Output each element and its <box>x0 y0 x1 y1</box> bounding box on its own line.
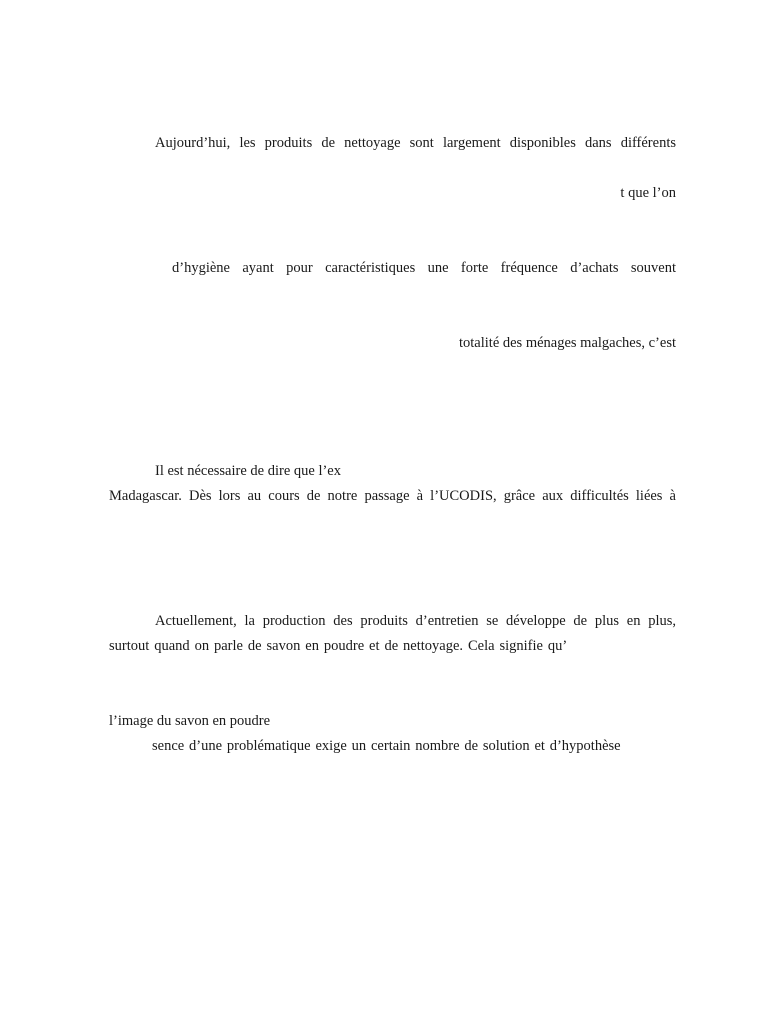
paragraph-2-line-2: Madagascar. Dès lors au cours de notre passage à l’UCODIS, grâce aux difficultés liées à <box>109 488 676 504</box>
paragraph-1-line-4: totalité des ménages malgaches, c’est <box>458 335 676 351</box>
paragraph-4-line-1: l’image du savon en poudre <box>109 713 271 729</box>
paragraph-1-line-2: t que l’on <box>620 185 676 201</box>
paragraph-3-line-2: surtout quand on parle de savon en poudre et de nettoyage. Cela signifie qu’ <box>109 638 568 654</box>
paragraph-4-line-2: sence d’une problématique exige un certain nombre de solution et d’hypothèse <box>152 738 621 754</box>
paragraph-3-line-1: Actuellement, la production des produits d’entretien se développe de plus en plus, <box>155 613 676 629</box>
paragraph-1-line-1: Aujourd’hui, les produits de nettoyage sont largement disponibles dans différents <box>155 135 676 151</box>
paragraph-1-line-3: d’hygiène ayant pour caractéristiques une forte fréquence d’achats souvent <box>172 260 676 276</box>
paragraph-2-line-1: Il est nécessaire de dire que l’ex <box>155 463 341 479</box>
